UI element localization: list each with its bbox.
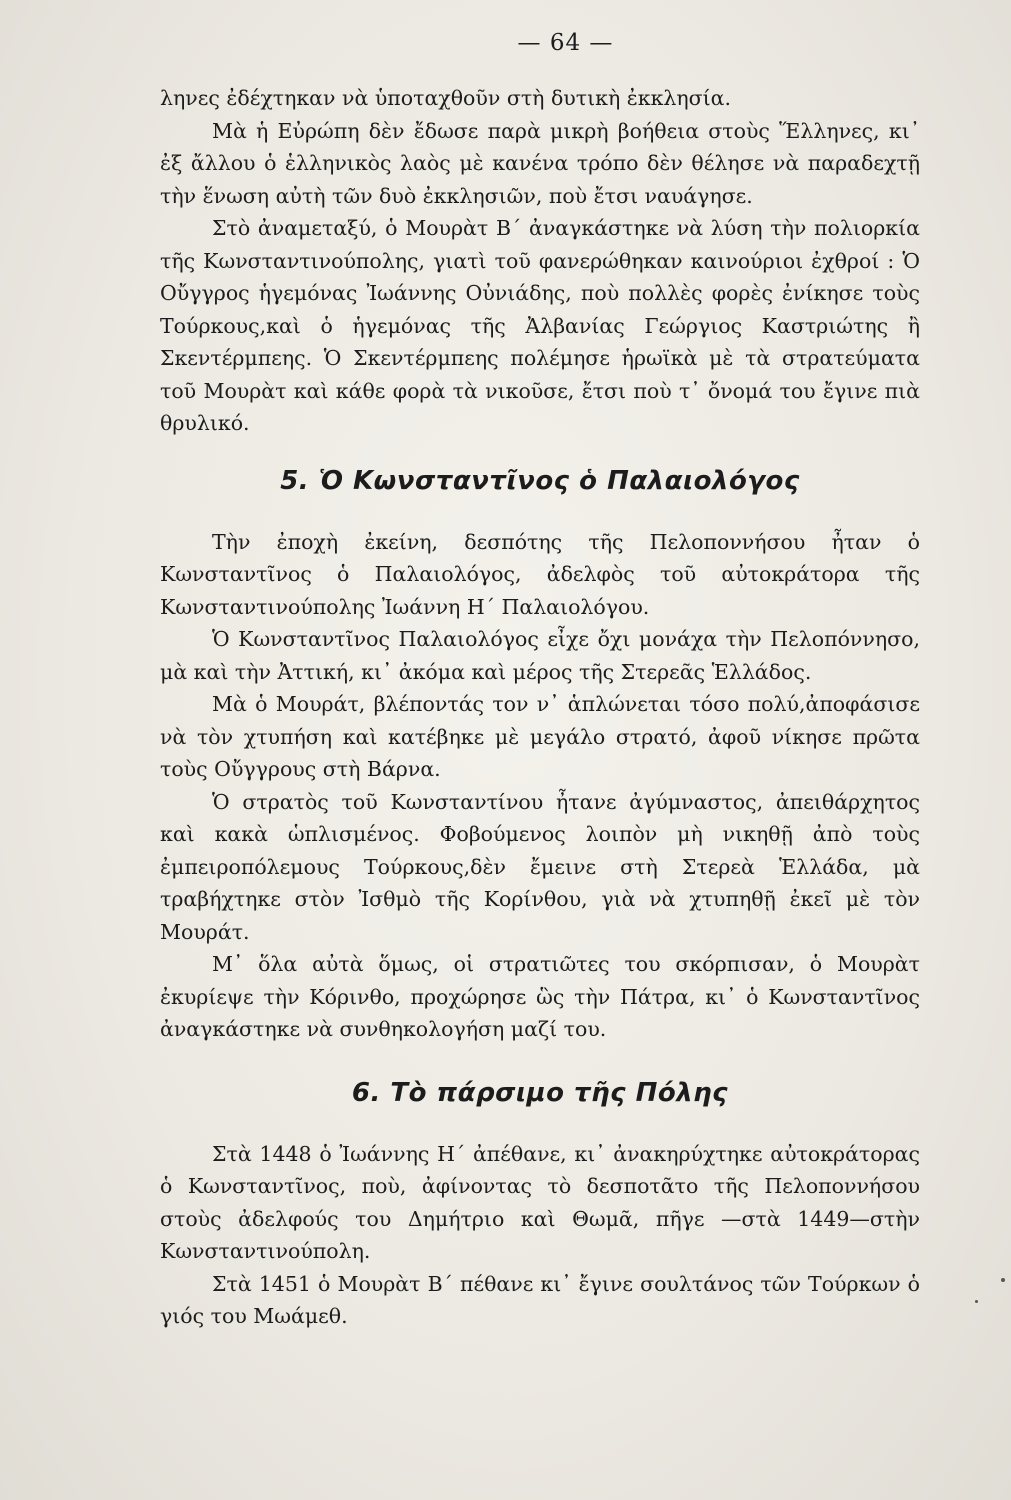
paragraph: Τὴν ἐποχὴ ἐκείνη, δεσπότης τῆς Πελοποννήσου ἦταν ὁ Κωνσταντῖνος ὁ Παλαιολόγος, ἀδελφὸς τοῦ αὐτοκράτορα τῆς Κωνσταντινούπολης Ἰωάννη Η΄ Παλαιολόγου. (160, 529, 920, 619)
paragraph: Στὰ 1451 ὁ Μουρὰτ Β΄ πέθανε κι᾿ ἔγινε σουλτάνος τῶν Τούρκων ὁ γιός του Μωάμεθ. (160, 1271, 920, 1328)
paragraph: Στὸ ἀναμεταξύ, ὁ Μουρὰτ Β΄ ἀναγκάστηκε νὰ λύση τὴν πολιορκία τῆς Κωνσταντινούπολης, γιατὶ τοῦ φανερώθηκαν καινούριοι ἐχθροί : Ὁ Οὔγγρος ἡγεμόνας Ἰωάννης Οὐνιάδης, ποὺ πολλὲς φορὲς ἐνίκησε τοὺς Τούρκους,καὶ ὁ ἡγεμόνας τῆς Ἀλβανίας Γεώργιος Καστριώτης ἢ Σκεντέρμπεης. Ὁ Σκεντέρμπεης πολέμησε ἡρωϊκὰ μὲ τὰ στρατεύματα τοῦ Μουρὰτ καὶ κάθε φορὰ τὰ νικοῦσε, ἔτσι ποὺ τ᾿ ὄνομά του ἔγινε πιὰ θρυλικό. (160, 216, 920, 435)
paragraph: ληνες ἐδέχτηκαν νὰ ὑποταχθοῦν στὴ δυτικὴ ἐκκλησία. (160, 86, 732, 110)
section-heading: 5. Ὁ Κωνσταντῖνος ὁ Παλαιολόγος (280, 465, 800, 496)
section-heading: 6. Τὸ πάρσιμο τῆς Πόλης (351, 1077, 729, 1108)
paragraph: Στὰ 1448 ὁ Ἰωάννης Η΄ ἀπέθανε, κι᾿ ἀνακηρύχτηκε αὐτοκράτορας ὁ Κωνσταντῖνος, ποὺ, ἀφίνοντας τὸ δεσποτᾶτο τῆς Πελοποννήσου στοὺς ἀδελφούς του Δημήτριο καὶ Θωμᾶ, πῆγε —στὰ 1449—στὴν Κωνσταντινούπολη. (160, 1141, 920, 1263)
paragraph: Ὁ στρατὸς τοῦ Κωνσταντίνου ἦτανε ἀγύμναστος, ἀπειθάρχητος καὶ κακὰ ὡπλισμένος. Φοβούμενος λοιπὸν μὴ νικηθῇ ἀπὸ τοὺς ἐμπειροπόλεμους Τούρκους,δὲν ἔμεινε στὴ Στερεὰ Ἑλλάδα, μὰ τραβήχτηκε στὸν Ἰσθμὸ τῆς Κορίνθου, γιὰ νὰ χτυπηθῇ ἐκεῖ μὲ τὸν Μουράτ. (160, 789, 920, 944)
print-speck (1001, 1278, 1005, 1282)
paragraph: Ὁ Κωνσταντῖνος Παλαιολόγος εἶχε ὄχι μονάχα τὴν Πελοπόννησο, μὰ καὶ τὴν Ἀττική, κι᾿ ἀκόμα καὶ μέρος τῆς Στερεᾶς Ἑλλάδος. (160, 627, 920, 684)
page-number: — 64 — (517, 30, 614, 56)
paragraph: Μὰ ἡ Εὐρώπη δὲν ἔδωσε παρὰ μικρὴ βοήθεια στοὺς Ἕλληνες, κι᾿ ἐξ ἄλλου ὁ ἑλληνικὸς λαὸς μὲ κανένα τρόπο δὲν θέλησε νὰ παραδεχτῇ τὴν ἕνωση αὐτὴ τῶν δυὸ ἐκκλησιῶν, ποὺ ἔτσι ναυάγησε. (160, 118, 920, 208)
paragraph: Μ᾿ ὅλα αὐτὰ ὅμως, οἱ στρατιῶτες του σκόρπισαν, ὁ Μουρὰτ ἐκυρίεψε τὴν Κόρινθο, προχώρησε ὣς τὴν Πάτρα, κι᾿ ὁ Κωνσταντῖνος ἀναγκάστηκε νὰ συνθηκολογήση μαζί του. (160, 952, 920, 1041)
print-speck (975, 1300, 978, 1303)
page-body (160, 82, 920, 1333)
paragraph: Μὰ ὁ Μουράτ, βλέποντάς τον ν᾿ ἁπλώνεται τόσο πολύ,ἀποφάσισε νὰ τὸν χτυπήση καὶ κατέβηκε μὲ μεγάλο στρατό, ἀφοῦ νίκησε πρῶτα τοὺς Οὔγγρους στὴ Βάρνα. (160, 692, 920, 781)
